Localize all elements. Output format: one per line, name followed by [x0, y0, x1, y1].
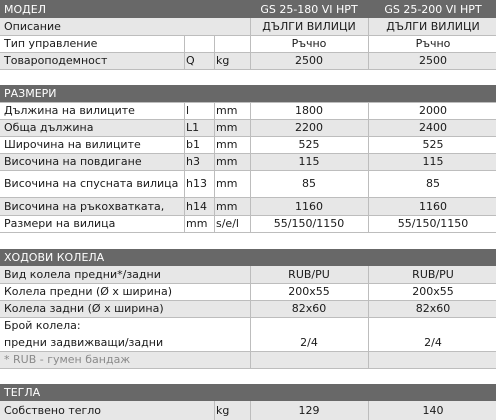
- dimension-row: [0, 197, 496, 215]
- description-col2: ДЪЛГИ ВИЛИЦИ: [386, 20, 480, 33]
- weight-col2: 140: [422, 404, 444, 417]
- control-col1: Ръчно: [291, 37, 327, 50]
- wheel-row: [0, 334, 496, 351]
- wheel-col1: [252, 317, 366, 334]
- column-divider: [250, 401, 251, 420]
- dimension-label: Дължина на вилиците: [4, 104, 135, 117]
- dimension-label: Височина на ръкохватката,: [4, 199, 165, 213]
- description-row: [0, 18, 496, 35]
- wheel-label: Вид колела предни*/задни: [4, 268, 161, 281]
- dimension-unit: mm: [216, 104, 238, 117]
- column-divider: [368, 401, 369, 420]
- grid-line: [0, 102, 496, 103]
- grid-line: [0, 35, 496, 36]
- dimension-symbol: mm: [186, 217, 208, 230]
- weight-row: [0, 401, 496, 420]
- control-row: [0, 35, 496, 52]
- wheel-col2: 82x60: [415, 302, 451, 315]
- dimensions-header: РАЗМЕРИ: [4, 87, 57, 100]
- dimension-col1: 1160: [295, 199, 323, 213]
- column-divider: [250, 266, 251, 368]
- description-col1: ДЪЛГИ ВИЛИЦИ: [262, 20, 356, 33]
- grid-line: [0, 283, 496, 284]
- capacity-row: [0, 52, 496, 69]
- model-col1: GS 25-180 VI HPT: [260, 2, 358, 16]
- column-divider: [184, 102, 185, 232]
- grid-line: [0, 300, 496, 301]
- grid-line: [0, 197, 496, 198]
- model-col2: GS 25-200 VI HPT: [384, 2, 482, 16]
- weight-header: ТЕГЛА: [4, 386, 41, 399]
- spacer-row: [0, 69, 496, 85]
- control-label: Тип управление: [4, 37, 98, 50]
- column-divider: [184, 35, 185, 69]
- column-divider: [368, 18, 369, 69]
- weight-col1: 129: [298, 404, 320, 417]
- wheel-col2: 200x55: [412, 285, 454, 298]
- dimension-unit: s/e/l: [216, 217, 239, 230]
- spacer-row: [0, 232, 496, 249]
- dimension-row: [0, 119, 496, 136]
- column-divider: [214, 35, 215, 69]
- dimension-row: [0, 170, 496, 197]
- wheels-header-row: [0, 249, 496, 266]
- dimension-col2: 115: [422, 155, 444, 168]
- wheel-row: [0, 300, 496, 317]
- dimension-symbol: h13: [186, 177, 207, 190]
- model-header-row: [0, 0, 496, 18]
- weight-label: Собствено тегло: [4, 404, 102, 417]
- grid-line: [0, 215, 496, 216]
- wheel-col2: RUB/PU: [412, 268, 454, 281]
- column-divider: [214, 401, 215, 420]
- dimension-label: Обща дължина: [4, 121, 94, 134]
- dimensions-header-row: [0, 85, 496, 102]
- wheel-col1: 2/4: [300, 336, 318, 349]
- dimension-col2: 2400: [419, 121, 447, 134]
- weight-header-row: [0, 384, 496, 401]
- dimension-symbol: h3: [186, 155, 200, 168]
- dimension-col1: 85: [302, 177, 316, 190]
- dimension-col2: 2000: [419, 104, 447, 117]
- grid-line: [0, 232, 496, 233]
- column-divider: [214, 102, 215, 232]
- dimension-symbol: b1: [186, 138, 200, 151]
- column-divider: [368, 102, 369, 232]
- dimension-unit: mm: [216, 177, 238, 190]
- dimension-symbol: h14: [186, 199, 207, 213]
- dimension-col1: 55/150/1150: [273, 217, 345, 230]
- grid-line: [0, 351, 496, 352]
- capacity-label: Товароподемност: [4, 54, 108, 67]
- control-col2: Ръчно: [415, 37, 451, 50]
- dimension-col1: 2200: [295, 121, 323, 134]
- grid-line: [0, 317, 496, 318]
- rub-note: * RUB - гумен бандаж: [4, 353, 131, 366]
- model-label: МОДЕЛ: [4, 2, 46, 16]
- note-row: [0, 351, 496, 368]
- column-divider: [250, 18, 251, 69]
- wheel-col2: [370, 317, 496, 334]
- dimension-col2: 525: [422, 138, 444, 151]
- wheels-header: ХОДОВИ КОЛЕЛА: [4, 251, 105, 264]
- dimension-col2: 55/150/1150: [397, 217, 469, 230]
- wheel-row: [0, 283, 496, 300]
- dimension-symbol: l: [186, 104, 190, 117]
- dimension-label: Широчина на вилиците: [4, 138, 141, 151]
- grid-line: [0, 119, 496, 120]
- wheel-col1: 200x55: [288, 285, 330, 298]
- grid-line: [0, 136, 496, 137]
- wheel-label: Колела предни (Ø x ширина): [4, 285, 173, 298]
- description-label: Описание: [4, 20, 61, 33]
- wheel-label: Колела задни (Ø x ширина): [4, 302, 164, 315]
- dimension-row: [0, 215, 496, 232]
- grid-line: [0, 170, 496, 171]
- dimension-label: Височина на спусната вилица: [4, 177, 179, 190]
- grid-line: [0, 368, 496, 369]
- dimension-col1: 115: [298, 155, 320, 168]
- wheel-label: предни задвижващи/задни: [4, 336, 164, 349]
- wheel-col1: RUB/PU: [288, 268, 330, 281]
- dimension-col2: 1160: [419, 199, 447, 213]
- dimension-col2: 85: [426, 177, 440, 190]
- dimension-col1: 525: [298, 138, 320, 151]
- weight-unit: kg: [216, 404, 230, 417]
- wheel-row: [0, 317, 496, 334]
- dimension-unit: mm: [216, 121, 238, 134]
- grid-line: [0, 153, 496, 154]
- dimension-row: [0, 102, 496, 119]
- capacity-col2: 2500: [419, 54, 447, 67]
- dimension-unit: mm: [216, 155, 238, 168]
- dimension-row: [0, 136, 496, 153]
- capacity-unit: kg: [216, 54, 230, 67]
- dimension-unit: mm: [216, 199, 238, 213]
- dimension-unit: mm: [216, 138, 238, 151]
- wheel-label: Брой колела:: [4, 319, 81, 332]
- capacity-symbol: Q: [186, 54, 195, 67]
- column-divider: [368, 266, 369, 368]
- grid-line: [0, 52, 496, 53]
- dimension-label: Височина на повдигане: [4, 155, 142, 168]
- dimension-row: [0, 153, 496, 170]
- wheel-col1: 82x60: [291, 302, 327, 315]
- column-divider: [250, 102, 251, 232]
- dimension-col1: 1800: [295, 104, 323, 117]
- spacer-row: [0, 368, 496, 384]
- grid-line: [0, 69, 496, 70]
- dimension-symbol: L1: [186, 121, 200, 134]
- dimension-label: Размери на вилица: [4, 217, 116, 230]
- wheel-col2: 2/4: [424, 336, 442, 349]
- capacity-col1: 2500: [295, 54, 323, 67]
- wheel-row: [0, 266, 496, 283]
